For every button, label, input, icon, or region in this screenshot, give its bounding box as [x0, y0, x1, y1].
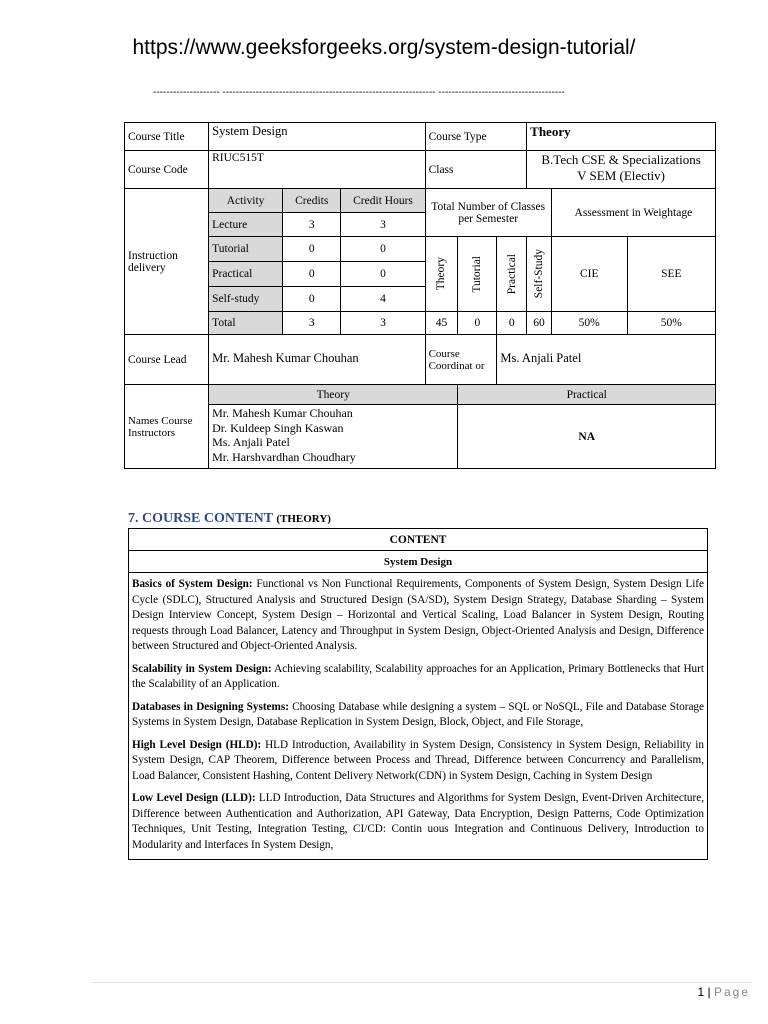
dash-separator: -------------------- ---------------------------------------------------------------- -------------------------------------- [153, 87, 565, 98]
assess-col-see: SEE [627, 237, 715, 312]
topic-paragraph [132, 662, 704, 693]
assess-val-cie: 50% [551, 312, 627, 335]
activity-header: Activity [209, 189, 283, 213]
topic-paragraph [132, 738, 704, 785]
topic-text: Functional vs Non Functional Requirements, Components of System Design, System Design Life Cycle (SDLC), Structured Analysis and Structured Design (SA/SD), System Design Strategy, Database Sharding – System Design Interview Concept, System Design – Horizontal and Vertical Scaling, Load Balancer in System Design, Routing requests through Load Balancer, Latency and Throughput in System Design, Object-Oriented Analysis and Design, Difference between Structured and Object-Oriented Analysis. [132, 578, 704, 652]
activity-name: Practical [209, 262, 283, 287]
activity-hours: 0 [341, 237, 425, 262]
course-instructors-label: Names Course Instructors [125, 385, 209, 469]
activity-name: Tutorial [209, 237, 283, 262]
course-content-table [128, 528, 708, 860]
activity-credits: 0 [282, 237, 340, 262]
activity-hours: 3 [341, 213, 425, 237]
class-label: Class [425, 151, 527, 189]
practical-instructors: NA [458, 405, 716, 469]
topic-text: Choosing Database while designing a system – SQL or NoSQL, File and Database Storage Systems in System Design, Database Replication in System Design, Block, Object, and File Storage, [132, 700, 704, 728]
page-separator: | [704, 985, 714, 999]
activity-hours: 3 [341, 312, 425, 335]
instruction-delivery-label: Instruction delivery [125, 189, 209, 335]
course-info-table [124, 122, 716, 469]
practical-header: Practical [458, 385, 716, 405]
course-title-label: Course Title [125, 123, 209, 151]
activity-name: Lecture [209, 213, 283, 237]
class-col-practical: Practical [497, 237, 527, 312]
topic-title: Databases in Designing Systems: [132, 700, 289, 713]
assess-col-cie: CIE [551, 237, 627, 312]
class-value-line1: B.Tech CSE & Specializations [541, 152, 701, 167]
course-coordinator-value: Ms. Anjali Patel [497, 335, 716, 385]
instructor-name: Dr. Kuldeep Singh Kaswan [212, 420, 344, 435]
activity-hours: 0 [341, 262, 425, 287]
class-val-practical: 0 [497, 312, 527, 335]
theory-instructors [209, 405, 458, 469]
course-type-value: Theory [527, 123, 716, 151]
total-classes-header: Total Number of Classes per Semester [425, 189, 551, 237]
class-col-theory: Theory [425, 237, 458, 312]
topic-title: Low Level Design (LLD): [132, 792, 256, 804]
class-value [527, 151, 716, 189]
content-body [129, 573, 708, 860]
class-col-tutorial: Tutorial [458, 237, 497, 312]
course-coordinator-label: Course Coordinat or [425, 335, 497, 385]
class-val-selfstudy: 60 [527, 312, 552, 335]
activity-credits: 0 [282, 262, 340, 287]
activity-name: Self-study [209, 287, 283, 312]
class-col-selfstudy: Self-Study [527, 237, 552, 312]
activity-credits: 3 [282, 213, 340, 237]
page-footer [697, 985, 750, 999]
course-code-value: RIUC515T [209, 151, 425, 189]
topic-text: Achieving scalability, Scalability approaches for an Application, Primary Bottlenecks that Hurt the Scalability of an Application. [132, 662, 704, 690]
instructor-name: Ms. Anjali Patel [212, 435, 290, 449]
activity-name: Total [209, 312, 283, 335]
instructor-name: Mr. Mahesh Kumar Chouhan [212, 406, 353, 420]
topic-paragraph [132, 791, 704, 853]
topic-title: High Level Design (HLD): [132, 738, 262, 751]
class-val-tutorial: 0 [458, 312, 497, 335]
class-val-theory: 45 [425, 312, 458, 335]
instructor-name: Mr. Harshvardhan Choudhary [212, 449, 356, 464]
course-title-value: System Design [209, 123, 425, 151]
activity-hours: 4 [341, 287, 425, 312]
topic-paragraph [132, 577, 704, 655]
activity-credits: 0 [282, 287, 340, 312]
section-title-text: 7. COURSE CONTENT [128, 511, 273, 526]
credits-header: Credits [282, 189, 340, 213]
content-header: CONTENT [129, 529, 708, 551]
content-subheader: System Design [129, 551, 708, 573]
topic-text: HLD Introduction, Availability in System Design, Consistency in System Design, Reliability in System Design, CAP Theorem, Difference between Process and Thread, Difference between Concurrency and Parallelism, Load Balancer, Consistent Hashing, Content Delivery Network(CDN) in System Design, Caching in System Design [132, 738, 704, 782]
course-code-label: Course Code [125, 151, 209, 189]
topic-text: LLD Introduction, Data Structures and Algorithms for System Design, Event-Driven Architecture, Difference between Authentication and Authorization, API Gateway, Data Encryption, Design Patterns, Code Optimization Techniques, Unit Testing, Integration Testing, CI/CD: Contin uous Integration and Continuous Delivery, Introduction to Modularity and Interfaces In System Design, [132, 792, 705, 851]
page-word: Page [713, 985, 750, 999]
topic-title: Scalability in System Design: [132, 662, 272, 675]
course-lead-value: Mr. Mahesh Kumar Chouhan [209, 335, 425, 385]
source-url[interactable]: https://www.geeksforgeeks.org/system-design-tutorial/ [132, 36, 636, 59]
course-type-label: Course Type [425, 123, 527, 151]
course-lead-label: Course Lead [125, 335, 209, 385]
class-value-line2: V SEM (Electiv) [577, 168, 665, 183]
topic-paragraph [132, 700, 704, 731]
section-subtitle: (THEORY) [276, 513, 331, 525]
theory-header: Theory [209, 385, 458, 405]
page-number: 1 [697, 985, 705, 999]
credit-hours-header: Credit Hours [341, 189, 425, 213]
assess-val-see: 50% [627, 312, 715, 335]
section-title [128, 511, 331, 527]
footer-divider [92, 982, 752, 983]
topic-title: Basics of System Design: [132, 578, 253, 590]
activity-credits: 3 [282, 312, 340, 335]
assessment-header: Assessment in Weightage [551, 189, 715, 237]
